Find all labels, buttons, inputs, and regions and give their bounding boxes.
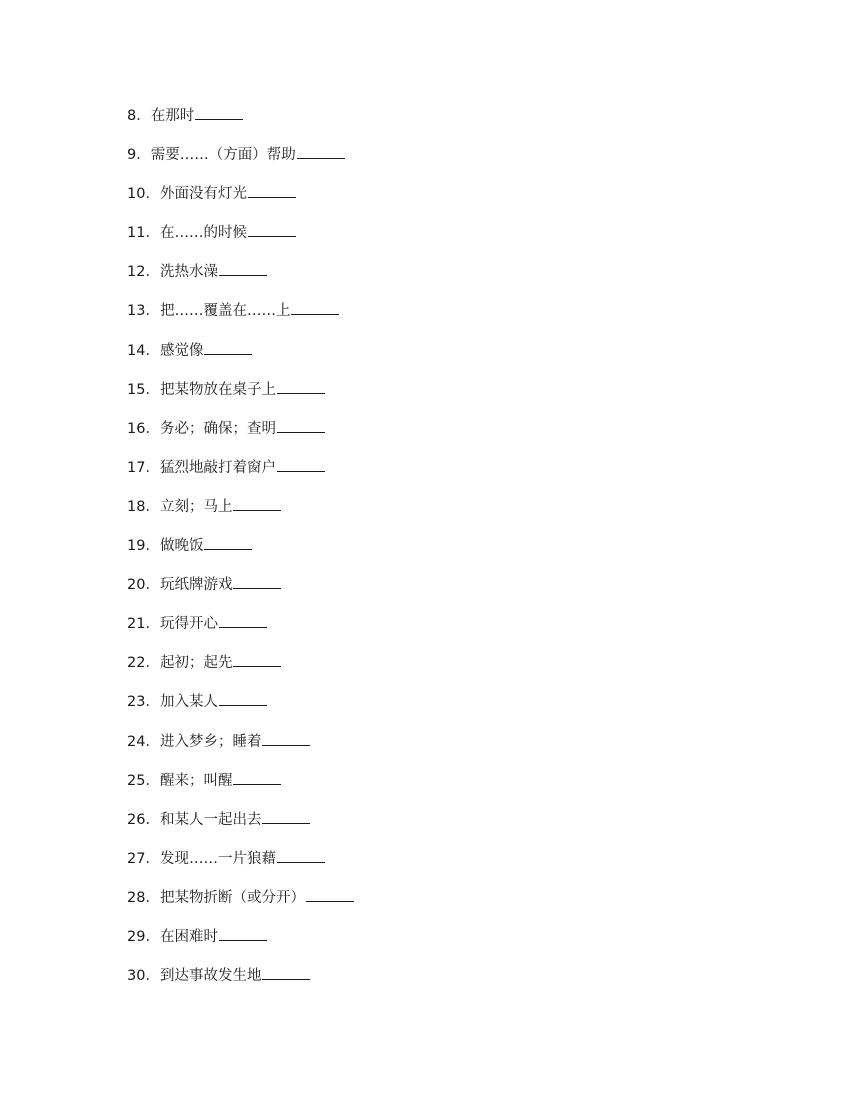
item-number: 29． bbox=[127, 928, 160, 945]
answer-blank[interactable] bbox=[277, 379, 325, 394]
item-text: 立刻；马上 bbox=[159, 498, 233, 515]
exercise-item bbox=[127, 574, 354, 613]
answer-blank[interactable] bbox=[262, 731, 310, 746]
item-number: 25． bbox=[127, 772, 160, 789]
item-number: 22． bbox=[127, 655, 160, 672]
exercise-item bbox=[127, 183, 354, 222]
item-text: 猛烈地敲打着窗户 bbox=[159, 459, 276, 476]
item-text: 加入某人 bbox=[159, 694, 218, 711]
item-text: 感觉像 bbox=[159, 342, 204, 359]
item-number: 9． bbox=[127, 147, 151, 164]
item-number: 23． bbox=[127, 694, 160, 711]
exercise-item bbox=[127, 535, 354, 574]
item-text: 外面没有灯光 bbox=[159, 186, 247, 203]
exercise-item bbox=[127, 379, 354, 418]
answer-blank[interactable] bbox=[219, 691, 267, 706]
exercise-item bbox=[127, 770, 354, 809]
item-number: 11． bbox=[127, 225, 160, 242]
answer-blank[interactable] bbox=[204, 340, 252, 355]
answer-blank[interactable] bbox=[248, 183, 296, 198]
item-number: 20． bbox=[127, 577, 160, 594]
item-text: 务必；确保；查明 bbox=[159, 420, 276, 437]
exercise-item bbox=[127, 965, 354, 1004]
answer-blank[interactable] bbox=[291, 300, 339, 315]
exercise-item bbox=[127, 496, 354, 535]
item-number: 26． bbox=[127, 811, 160, 828]
item-number: 15． bbox=[127, 381, 160, 398]
item-text: 把……覆盖在……上 bbox=[159, 303, 291, 320]
exercise-item bbox=[127, 809, 354, 848]
item-text: 和某人一起出去 bbox=[159, 811, 262, 828]
item-number: 10． bbox=[127, 186, 160, 203]
answer-blank[interactable] bbox=[219, 613, 267, 628]
exercise-item bbox=[127, 261, 354, 300]
exercise-item bbox=[127, 613, 354, 652]
item-text: 需要……（方面）帮助 bbox=[150, 147, 296, 164]
exercise-item bbox=[127, 222, 354, 261]
item-text: 玩得开心 bbox=[159, 616, 218, 633]
answer-blank[interactable] bbox=[262, 965, 310, 980]
answer-blank[interactable] bbox=[297, 144, 345, 159]
answer-blank[interactable] bbox=[262, 809, 310, 824]
exercise-item bbox=[127, 848, 354, 887]
item-text: 把某物放在桌子上 bbox=[159, 381, 276, 398]
item-number: 19． bbox=[127, 538, 160, 555]
item-number: 27． bbox=[127, 850, 160, 867]
item-number: 13． bbox=[127, 303, 160, 320]
item-number: 28． bbox=[127, 889, 160, 906]
item-number: 8． bbox=[127, 108, 151, 124]
exercise-item bbox=[127, 105, 354, 144]
item-number: 17． bbox=[127, 459, 160, 476]
exercise-item bbox=[127, 418, 354, 457]
answer-blank[interactable] bbox=[233, 496, 281, 511]
exercise-item bbox=[127, 731, 354, 770]
item-text: 在……的时候 bbox=[159, 225, 247, 242]
item-text: 做晚饭 bbox=[159, 538, 204, 555]
exercise-item bbox=[127, 457, 354, 496]
item-text: 洗热水澡 bbox=[159, 264, 218, 281]
item-number: 16． bbox=[127, 420, 160, 437]
item-text: 到达事故发生地 bbox=[159, 968, 262, 985]
exercise-item bbox=[127, 887, 354, 926]
item-text: 起初；起先 bbox=[159, 655, 233, 672]
item-number: 14． bbox=[127, 342, 160, 359]
answer-blank[interactable] bbox=[277, 457, 325, 472]
exercise-item bbox=[127, 652, 354, 691]
answer-blank[interactable] bbox=[277, 848, 325, 863]
item-number: 30． bbox=[127, 968, 160, 985]
item-text: 把某物折断（或分开） bbox=[159, 889, 305, 906]
exercise-list bbox=[127, 105, 354, 1004]
answer-blank[interactable] bbox=[233, 574, 281, 589]
item-number: 12． bbox=[127, 264, 160, 281]
exercise-item bbox=[127, 691, 354, 730]
exercise-item bbox=[127, 926, 354, 965]
answer-blank[interactable] bbox=[233, 770, 281, 785]
item-text: 醒来；叫醒 bbox=[159, 772, 233, 789]
item-number: 24． bbox=[127, 733, 160, 750]
item-text: 在困难时 bbox=[159, 928, 218, 945]
exercise-item bbox=[127, 144, 354, 183]
item-number: 21． bbox=[127, 616, 160, 633]
answer-blank[interactable] bbox=[277, 418, 325, 433]
exercise-item bbox=[127, 300, 354, 339]
answer-blank[interactable] bbox=[306, 887, 354, 902]
answer-blank[interactable] bbox=[204, 535, 252, 550]
item-text: 在那时 bbox=[150, 108, 195, 124]
answer-blank[interactable] bbox=[248, 222, 296, 237]
answer-blank[interactable] bbox=[219, 261, 267, 276]
exercise-item bbox=[127, 340, 354, 379]
item-text: 发现……一片狼藉 bbox=[159, 850, 276, 867]
answer-blank[interactable] bbox=[195, 105, 243, 120]
answer-blank[interactable] bbox=[233, 652, 281, 667]
item-text: 进入梦乡；睡着 bbox=[159, 733, 262, 750]
item-text: 玩纸牌游戏 bbox=[159, 577, 233, 594]
item-number: 18． bbox=[127, 498, 160, 515]
answer-blank[interactable] bbox=[219, 926, 267, 941]
